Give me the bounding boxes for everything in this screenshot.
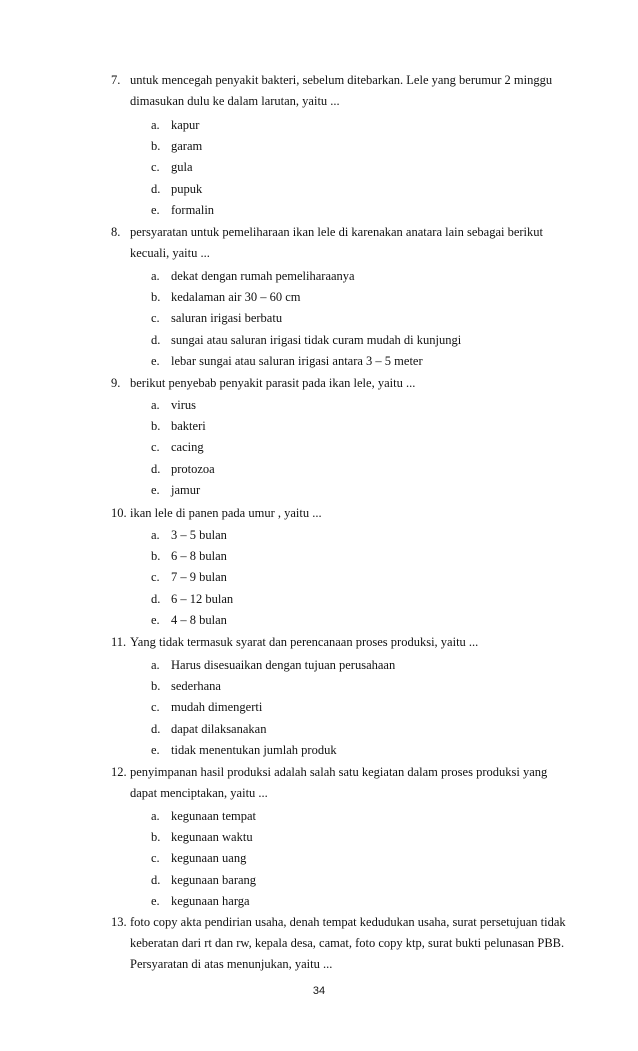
question-number: 10. <box>111 506 127 520</box>
option-text: kegunaan harga <box>171 893 250 908</box>
option-letter: d. <box>151 181 161 196</box>
option-letter: a. <box>151 528 160 542</box>
option-letter: c. <box>151 700 160 715</box>
option-text: 6 – 8 bulan <box>171 549 227 564</box>
option-item <box>151 610 571 631</box>
option-letter: b. <box>151 549 161 564</box>
question-number: 11. <box>111 635 127 649</box>
option-text: lebar sungai atau saluran irigasi antara 3 – 5 meter <box>171 353 423 368</box>
option-letter: b. <box>151 679 161 694</box>
option-item <box>151 308 571 329</box>
option-letter: b. <box>151 419 161 434</box>
option-item <box>151 459 571 480</box>
option-item <box>151 330 571 351</box>
option-text: dapat dilaksanakan <box>171 721 267 736</box>
question-text: untuk mencegah penyakit bakteri, sebelum ditebarkan. Lele yang berumur 2 minggu dimasukan dulu ke dalam larutan, yaitu ... <box>130 73 553 108</box>
option-text: formalin <box>171 202 215 217</box>
option-text: virus <box>171 398 196 412</box>
option-item <box>151 676 571 697</box>
question-10 <box>111 503 571 524</box>
option-item <box>151 589 571 610</box>
option-letter: a. <box>151 809 160 823</box>
option-item <box>151 870 571 891</box>
option-text: 6 – 12 bulan <box>171 591 234 606</box>
question-number: 8. <box>111 225 121 239</box>
question-12 <box>111 762 571 804</box>
question-number: 7. <box>111 73 121 87</box>
options-7 <box>151 115 571 221</box>
question-number: 13. <box>111 915 127 929</box>
options-8 <box>151 266 571 372</box>
option-letter: d. <box>151 461 161 476</box>
question-13 <box>111 912 571 975</box>
option-text: 7 – 9 bulan <box>171 570 227 585</box>
question-text: persyaratan untuk pemeliharaan ikan lele di karenakan anatara lain sebagai berikut kecuali, yaitu ... <box>130 225 544 260</box>
option-letter: e. <box>151 742 160 757</box>
question-text: penyimpanan hasil produksi adalah salah satu kegiatan dalam proses produksi yang dapat menciptakan, yaitu ... <box>130 765 548 800</box>
question-text: ikan lele di panen pada umur , yaitu ... <box>130 506 322 520</box>
option-text: jamur <box>171 482 201 497</box>
option-letter: d. <box>151 721 161 736</box>
option-text: tidak menentukan jumlah produk <box>171 742 337 757</box>
question-7 <box>111 70 571 112</box>
question-number: 12. <box>111 765 127 779</box>
option-item <box>151 806 571 827</box>
option-text: mudah dimengerti <box>171 700 263 715</box>
question-9 <box>111 373 571 394</box>
option-item <box>151 416 571 437</box>
option-text: Harus disesuaikan dengan tujuan perusahaan <box>171 658 396 672</box>
option-text: kegunaan uang <box>171 851 247 866</box>
option-text: 3 – 5 bulan <box>171 528 227 542</box>
option-letter: d. <box>151 872 161 887</box>
option-text: garam <box>171 139 203 154</box>
option-item <box>151 655 571 676</box>
option-item <box>151 136 571 157</box>
option-text: kegunaan barang <box>171 872 257 887</box>
option-letter: a. <box>151 658 160 672</box>
option-text: kedalaman air 30 – 60 cm <box>171 290 301 305</box>
question-11 <box>111 632 571 653</box>
option-text: bakteri <box>171 419 206 434</box>
option-text: protozoa <box>171 461 215 476</box>
option-item <box>151 395 571 416</box>
option-letter: e. <box>151 353 160 368</box>
question-text: Yang tidak termasuk syarat dan perencanaan proses produksi, yaitu ... <box>130 635 479 649</box>
option-text: kegunaan tempat <box>171 809 257 823</box>
option-item <box>151 179 571 200</box>
options-9 <box>151 395 571 501</box>
option-letter: a. <box>151 398 160 412</box>
option-text: kegunaan waktu <box>171 830 253 845</box>
option-letter: c. <box>151 570 160 585</box>
question-8 <box>111 222 571 264</box>
option-letter: a. <box>151 269 160 283</box>
option-item <box>151 525 571 546</box>
option-letter: c. <box>151 440 160 455</box>
option-text: kapur <box>171 118 200 132</box>
option-letter: d. <box>151 332 161 347</box>
page-number: 34 <box>312 985 326 997</box>
option-item <box>151 115 571 136</box>
question-number: 9. <box>111 376 121 390</box>
option-item <box>151 287 571 308</box>
option-letter: a. <box>151 118 160 132</box>
option-text: 4 – 8 bulan <box>171 612 227 627</box>
option-letter: c. <box>151 160 160 175</box>
option-text: gula <box>171 160 193 175</box>
option-letter: d. <box>151 591 161 606</box>
option-item <box>151 351 571 372</box>
option-text: sederhana <box>171 679 221 694</box>
options-12 <box>151 806 571 912</box>
option-text: dekat dengan rumah pemeliharaanya <box>171 269 355 283</box>
option-letter: b. <box>151 290 161 305</box>
option-text: saluran irigasi berbatu <box>171 311 283 326</box>
option-letter: b. <box>151 139 161 154</box>
option-letter: c. <box>151 851 160 866</box>
option-item <box>151 567 571 588</box>
option-item <box>151 546 571 567</box>
option-item <box>151 827 571 848</box>
option-item <box>151 157 571 178</box>
option-letter: e. <box>151 202 160 217</box>
option-item <box>151 266 571 287</box>
option-item <box>151 891 571 912</box>
option-text: pupuk <box>171 181 203 196</box>
option-letter: e. <box>151 612 160 627</box>
option-letter: e. <box>151 482 160 497</box>
options-10 <box>151 525 571 631</box>
option-text: sungai atau saluran irigasi tidak curam mudah di kunjungi <box>171 332 462 347</box>
option-item <box>151 200 571 221</box>
option-item <box>151 697 571 718</box>
option-text: cacing <box>171 440 204 455</box>
option-letter: e. <box>151 893 160 908</box>
option-item <box>151 437 571 458</box>
question-text: berikut penyebab penyakit parasit pada ikan lele, yaitu ... <box>130 376 416 390</box>
options-11 <box>151 655 571 761</box>
option-letter: b. <box>151 830 161 845</box>
option-item <box>151 848 571 869</box>
option-item <box>151 740 571 761</box>
option-letter: c. <box>151 311 160 326</box>
option-item <box>151 480 571 501</box>
option-item <box>151 719 571 740</box>
question-text: foto copy akta pendirian usaha, denah tempat kedudukan usaha, surat persetujuan tidak keberatan dari rt dan rw, kepala desa, camat, foto copy ktp, surat bukti pelunasan PBB. Persyaratan di atas menunjukan, yaitu ... <box>130 915 566 971</box>
